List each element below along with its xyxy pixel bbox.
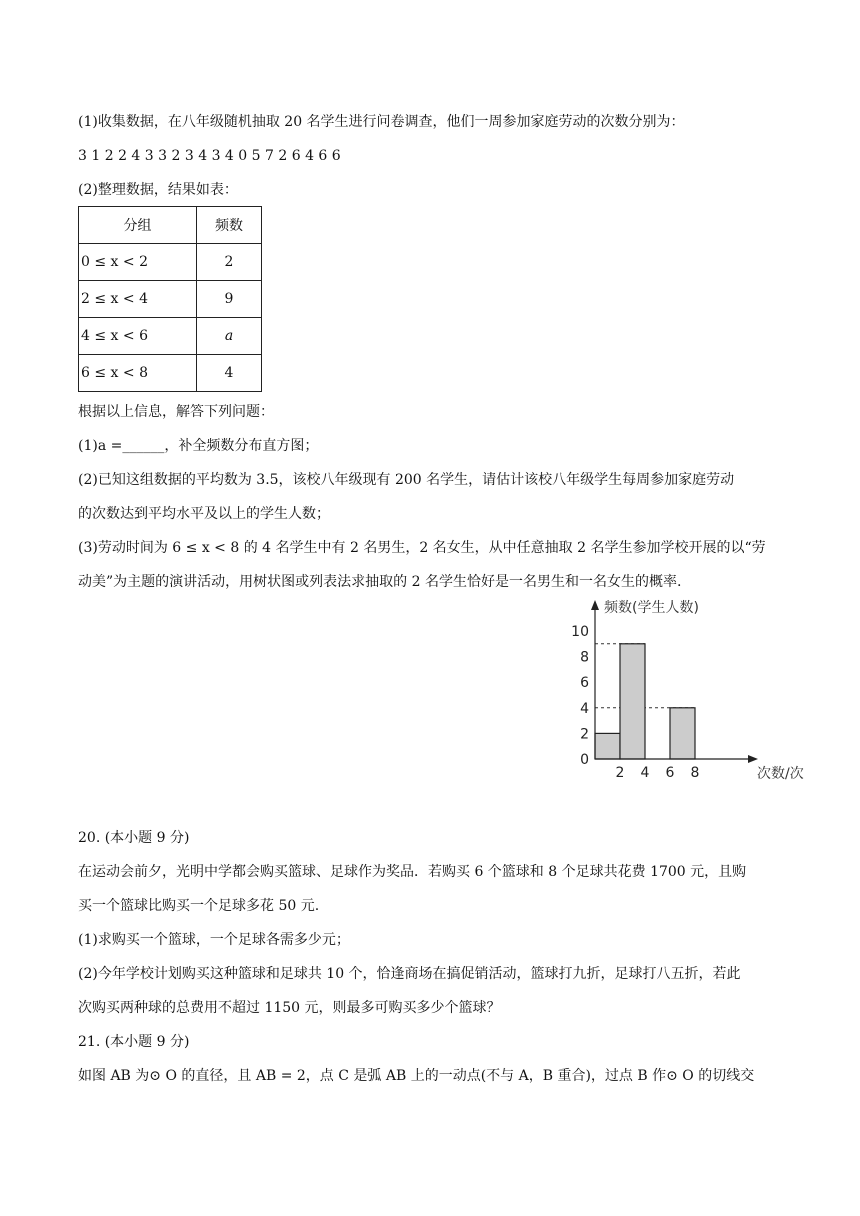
- x-tick-labels: [616, 765, 700, 781]
- y-tick-labels: [571, 624, 589, 768]
- table-row: [79, 318, 262, 355]
- table-cell-group: 2 ≤ x < 4: [79, 281, 197, 318]
- table-header-count: 频数: [197, 207, 262, 244]
- table-cell-group: 4 ≤ x < 6: [79, 318, 197, 355]
- q19-organize-line: (2)整理数据，结果如表：: [78, 182, 238, 198]
- x-axis-arrow: [748, 755, 758, 763]
- histogram-bar: [670, 708, 695, 759]
- table-header-row: [79, 207, 262, 244]
- histogram-bar: [595, 733, 620, 759]
- table-row: [79, 281, 262, 318]
- table-cell-count: 9: [197, 281, 262, 318]
- q21-stem-line1: 如图 AB 为⊙ O 的直径，且 AB = 2，点 C 是弧 AB 上的一动点(不与 A，B 重合)，过点 B 作⊙ O 的切线交: [78, 1068, 755, 1084]
- q19-part3-line1: (3)劳动时间为 6 ≤ x < 8 的 4 名学生中有 2 名男生，2 名女生，从中任意抽取 2 名学生参加学校开展的以“劳: [78, 540, 766, 556]
- y-tick-label: 8: [580, 649, 589, 666]
- q19-data-values: 3 1 2 2 4 3 3 2 3 4 3 4 0 5 7 2 6 4 6 6: [78, 148, 341, 164]
- q21-title: 21. (本小题 9 分): [78, 1034, 190, 1050]
- table-cell-count: 4: [197, 355, 262, 392]
- q20-part1: (1)求购买一个篮球，一个足球各需多少元；: [78, 932, 350, 948]
- x-axis-label: 次数/次: [757, 766, 804, 782]
- q19-collect-line: (1)收集数据，在八年级随机抽取 20 名学生进行问卷调查，他们一周参加家庭劳动的次数分别为：: [78, 114, 685, 130]
- y-tick-label: 2: [580, 726, 589, 743]
- frequency-histogram: [560, 590, 804, 790]
- q19-intro-line: 根据以上信息，解答下列问题：: [78, 404, 274, 420]
- q20-part2-line2: 次购买两种球的总费用不超过 1150 元，则最多可购买多少个篮球？: [78, 1000, 501, 1016]
- y-tick-label: 4: [580, 700, 589, 717]
- y-tick-label: 6: [580, 675, 589, 692]
- y-axis-arrow: [591, 600, 599, 610]
- q20-stem-line1: 在运动会前夕，光明中学都会购买篮球、足球作为奖品．若购买 6 个篮球和 8 个足球共花费 1700 元，且购: [78, 864, 747, 880]
- q20-title: 20. (本小题 9 分): [78, 830, 190, 846]
- table-cell-count: 2: [197, 244, 262, 281]
- x-tick-label: 8: [690, 765, 700, 781]
- table-cell-group: 0 ≤ x < 2: [79, 244, 197, 281]
- q19-part1: (1)a =______，补全频数分布直方图；: [78, 438, 319, 454]
- table-row: [79, 355, 262, 392]
- table-row: [79, 244, 262, 281]
- x-tick-label: 6: [665, 765, 675, 781]
- histogram-bars: [595, 644, 695, 759]
- frequency-table: [78, 206, 262, 392]
- x-tick-label: 2: [615, 765, 625, 781]
- histogram-bar: [620, 644, 645, 759]
- q19-part2-line1: (2)已知这组数据的平均数为 3.5，该校八年级现有 200 名学生，请估计该校八年级学生每周参加家庭劳动: [78, 472, 735, 488]
- y-tick-label: 0: [580, 752, 589, 768]
- q19-part2-line2: 的次数达到平均水平及以上的学生人数；: [78, 506, 330, 522]
- table-header-group: 分组: [79, 207, 197, 244]
- y-tick-label: 10: [571, 624, 589, 640]
- q20-stem-line2: 买一个篮球比购买一个足球多花 50 元.: [78, 898, 320, 914]
- table-cell-count: a: [197, 318, 262, 355]
- q20-part2-line1: (2)今年学校计划购买这种篮球和足球共 10 个，恰逢商场在搞促销活动，篮球打九折，足球打八五折，若此: [78, 966, 741, 982]
- y-axis-label: 频数(学生人数): [604, 600, 699, 616]
- x-tick-label: 4: [640, 765, 650, 781]
- table-cell-group: 6 ≤ x < 8: [79, 355, 197, 392]
- q19-part3-line2: 动美”为主题的演讲活动，用树状图或列表法求抽取的 2 名学生恰好是一名男生和一名女生的概率.: [78, 574, 682, 590]
